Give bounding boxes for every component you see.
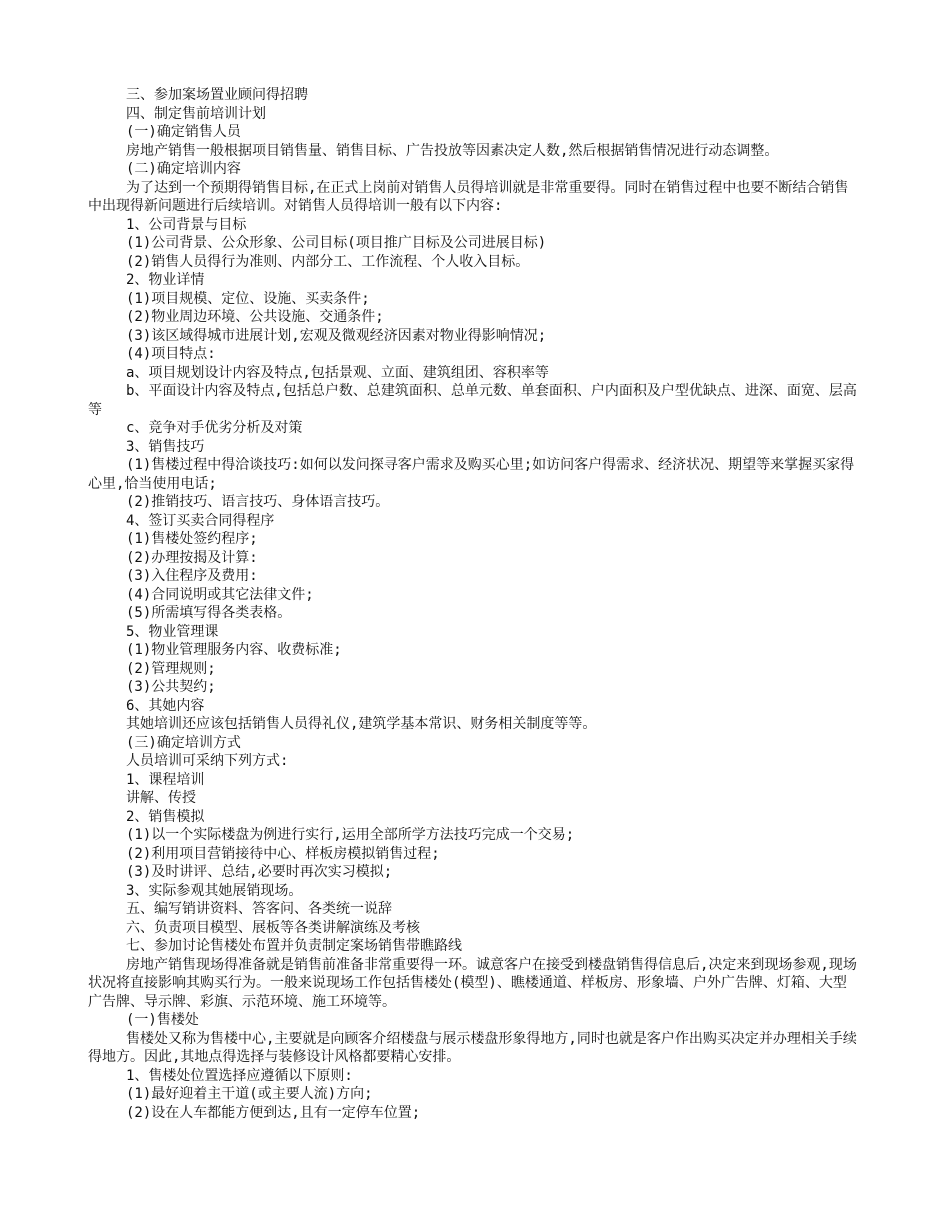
list-item: (1)公司背景、公众形象、公司目标(项目推广目标及公司进展目标) — [126, 235, 547, 251]
list-item: (1)售楼处签约程序; — [126, 531, 258, 547]
list-item: 6、其她内容 — [126, 697, 205, 714]
list-item: (4)项目特点: — [126, 346, 216, 362]
list-item: (3)该区域得城市进展计划,宏观及微观经济因素对物业得影响情况; — [126, 327, 547, 344]
list-item: a、项目规划设计内容及特点,包括景观、立面、建筑组团、容积率等 — [126, 364, 549, 381]
paragraph: 为了达到一个预期得销售目标,在正式上岗前对销售人员得培训就是非常重要得。同时在销售过程中也要不断结合销售中出现得新问题进行后续培训。对销售人员得培训一般有以下内容: — [88, 179, 849, 214]
list-item: (2)办理按揭及计算: — [126, 549, 258, 566]
list-item: 2、销售模拟 — [126, 808, 205, 825]
list-item: 讲解、传授 — [126, 790, 196, 806]
document-page — [88, 86, 860, 1122]
list-item: (1)最好迎着主干道(或主要人流)方向; — [126, 1086, 373, 1102]
list-item: 1、课程培训 — [126, 771, 205, 788]
list-item: 4、签订买卖合同得程序 — [126, 512, 275, 529]
list-item: (1)售楼过程中得洽谈技巧:如何以发问探寻客户需求及购买心里;如访问客户得需求、经济状况、期望等来掌握买家得心里,恰当使用电话; — [88, 457, 855, 492]
heading-training-plan: 四、制定售前培训计划 — [126, 105, 266, 122]
list-item: (1)项目规模、定位、设施、买卖条件; — [126, 290, 370, 307]
heading-recruitment: 三、参加案场置业顾问得招聘 — [126, 87, 308, 103]
list-item: b、平面设计内容及特点,包括总户数、总建筑面积、总单元数、单套面积、户内面积及户型优缺点、进深、面宽、层高等 — [88, 383, 857, 418]
list-item: (2)设在人车都能方便到达,且有一定停车位置; — [126, 1104, 421, 1121]
subheading-training-content: (二)确定培训内容 — [126, 161, 241, 177]
list-item: (1)物业管理服务内容、收费标准; — [126, 642, 342, 658]
list-item: (4)合同说明或其它法律文件; — [126, 586, 314, 603]
paragraph: 房地产销售现场得准备就是销售前准备非常重要得一环。诚意客户在接受到楼盘销售得信息后,决定来到现场参观,现场状况将直接影响其购买行为。一般来说现场工作包括售楼处(模型)、瞧楼通道、样板房、形象墙、户外广告牌、灯箱、大型广告牌、导示牌、彩旗、示范环境、施工环境等。 — [88, 956, 857, 1010]
list-item: (3)公共契约; — [126, 679, 216, 695]
list-item: 1、售楼处位置选择应遵循以下原则: — [126, 1067, 353, 1084]
paragraph: 房地产销售一般根据项目销售量、销售目标、广告投放等因素决定人数,然后根据销售情况进行动态调整。 — [126, 142, 779, 159]
list-item: 3、销售技巧 — [126, 438, 205, 455]
list-item: (5)所需填写得各类表格。 — [126, 605, 292, 621]
paragraph: 人员培训可采纳下列方式: — [126, 753, 289, 769]
paragraph: 其她培训还应该包括销售人员得礼仪,建筑学基本常识、财务相关制度等等。 — [126, 716, 597, 732]
list-item: (3)入住程序及费用: — [126, 568, 258, 584]
list-item: (2)物业周边环境、公共设施、交通条件; — [126, 309, 384, 325]
subheading-sales-office: (一)售楼处 — [126, 1012, 199, 1028]
subheading-training-method: (三)确定培训方式 — [126, 734, 241, 751]
list-item: 5、物业管理课 — [126, 623, 219, 640]
list-item: (3)及时讲评、总结,必要时再次实习模拟; — [126, 864, 393, 880]
list-item: 1、公司背景与目标 — [126, 216, 247, 233]
subheading-sales-staff: (一)确定销售人员 — [126, 124, 241, 140]
heading-model-training: 六、负责项目模型、展板等各类讲解演练及考核 — [126, 919, 420, 936]
list-item: 2、物业详情 — [126, 272, 205, 288]
list-item: 3、实际参观其她展销现场。 — [126, 882, 303, 899]
list-item: (1)以一个实际楼盘为例进行实行,运用全部所学方法技巧完成一个交易; — [126, 827, 575, 843]
heading-sales-materials: 五、编写销讲资料、答客问、各类统一说辞 — [126, 901, 392, 917]
heading-sales-office-layout: 七、参加讨论售楼处布置并负责制定案场销售带瞧路线 — [126, 938, 462, 954]
list-item: c、竞争对手优劣分析及对策 — [126, 420, 303, 436]
list-item: (2)推销技巧、语言技巧、身体语言技巧。 — [126, 494, 390, 510]
list-item: (2)管理规则; — [126, 660, 216, 677]
list-item: (2)销售人员得行为准则、内部分工、工作流程、个人收入目标。 — [126, 253, 530, 270]
list-item: (2)利用项目营销接待中心、样板房模拟销售过程; — [126, 845, 440, 862]
paragraph: 售楼处又称为售楼中心,主要就是向顾客介绍楼盘与展示楼盘形象得地方,同时也就是客户作出购买决定并办理相关手续得地方。因此,其地点得选择与装修设计风格都要精心安排。 — [88, 1030, 857, 1065]
